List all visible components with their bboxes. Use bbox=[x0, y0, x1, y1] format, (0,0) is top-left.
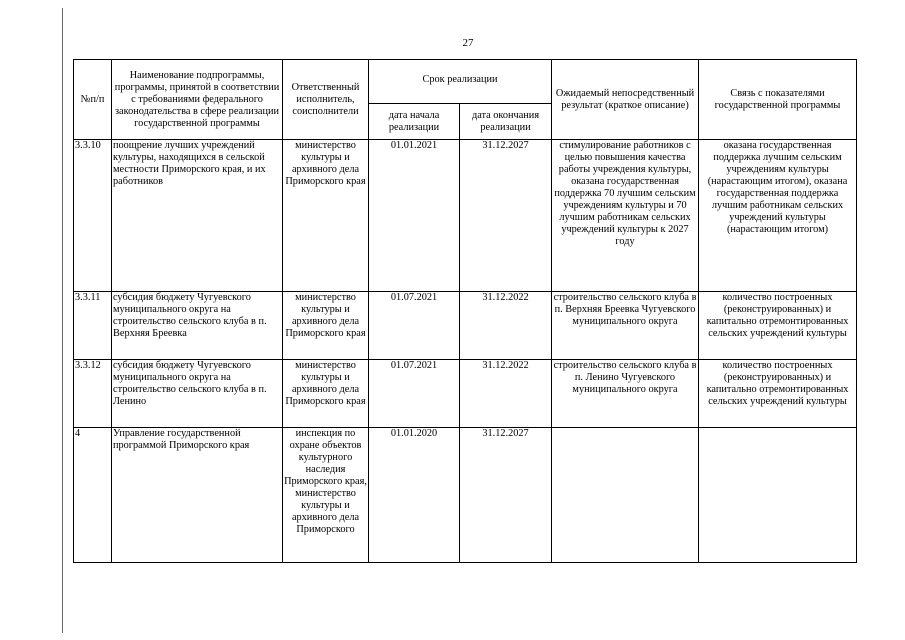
program-table bbox=[73, 59, 857, 563]
header-end: дата окончания реализации bbox=[460, 104, 552, 140]
table-row bbox=[74, 292, 857, 360]
row-link: количество построенных (реконструированных) и капитально отремонтированных сельских учреждений культуры bbox=[699, 360, 857, 428]
row-start: 01.07.2021 bbox=[369, 292, 460, 360]
row-name: Управление государственной программой Приморского края bbox=[112, 428, 283, 563]
table-row bbox=[74, 360, 857, 428]
row-name: субсидия бюджету Чугуевского муниципального округа на строительство сельского клуба в п. Ленино bbox=[112, 360, 283, 428]
table-row bbox=[74, 140, 857, 292]
row-num: 3.3.10 bbox=[74, 140, 112, 292]
header-result: Ожидаемый непосредственный результат (краткое описание) bbox=[552, 60, 699, 140]
row-executor: инспекция по охране объектов культурного наследия Приморского края, министерство культуры и архивного дела Приморского bbox=[283, 428, 369, 563]
row-end: 31.12.2027 bbox=[460, 140, 552, 292]
row-num: 4 bbox=[74, 428, 112, 563]
page-number: 27 bbox=[462, 37, 474, 49]
row-link bbox=[699, 428, 857, 563]
row-result: стимулирование работников с целью повышения качества работы учреждения культуры, оказана государственная поддержка 70 лучшим сельским учреждениям культуры и 70 лучшим работникам сельских учреждений культуры к 2027 году bbox=[552, 140, 699, 292]
row-num: 3.3.12 bbox=[74, 360, 112, 428]
binding-margin-line bbox=[62, 8, 63, 633]
row-result: строительство сельского клуба в п. Ленино Чугуевского муниципального округа bbox=[552, 360, 699, 428]
header-start: дата начала реализации bbox=[369, 104, 460, 140]
row-end: 31.12.2022 bbox=[460, 292, 552, 360]
row-link: оказана государственная поддержка лучшим сельским учреждениям культуры (нарастающим итогом), оказана государственная поддержка лучшим работникам сельских учреждений культуры (нарастающим итогом) bbox=[699, 140, 857, 292]
row-executor: министерство культуры и архивного дела Приморского края bbox=[283, 292, 369, 360]
header-link: Связь с показателями государственной программы bbox=[699, 60, 857, 140]
header-executor: Ответственный исполнитель, соисполнители bbox=[283, 60, 369, 140]
row-end: 31.12.2027 bbox=[460, 428, 552, 563]
row-start: 01.01.2020 bbox=[369, 428, 460, 563]
row-link: количество построенных (реконструированных) и капитально отремонтированных сельских учреждений культуры bbox=[699, 292, 857, 360]
row-executor: министерство культуры и архивного дела Приморского края bbox=[283, 140, 369, 292]
header-name: Наименование подпрограммы, программы, принятой в соответствии с требованиями федерального законодательства в сфере реализации государственной программы bbox=[112, 60, 283, 140]
table-header bbox=[74, 60, 857, 140]
table-row bbox=[74, 428, 857, 563]
row-num: 3.3.11 bbox=[74, 292, 112, 360]
row-result bbox=[552, 428, 699, 563]
header-period: Срок реализации bbox=[369, 60, 552, 104]
row-start: 01.07.2021 bbox=[369, 360, 460, 428]
row-name: поощрение лучших учреждений культуры, находящихся в сельской местности Приморского края, и их работников bbox=[112, 140, 283, 292]
header-num: №п/п bbox=[74, 60, 112, 140]
row-executor: министерство культуры и архивного дела Приморского края bbox=[283, 360, 369, 428]
row-name: субсидия бюджету Чугуевского муниципального округа на строительство сельского клуба в п. Верхняя Бреевка bbox=[112, 292, 283, 360]
row-start: 01.01.2021 bbox=[369, 140, 460, 292]
row-result: строительство сельского клуба в п. Верхняя Бреевка Чугуевского муниципального округа bbox=[552, 292, 699, 360]
row-end: 31.12.2022 bbox=[460, 360, 552, 428]
